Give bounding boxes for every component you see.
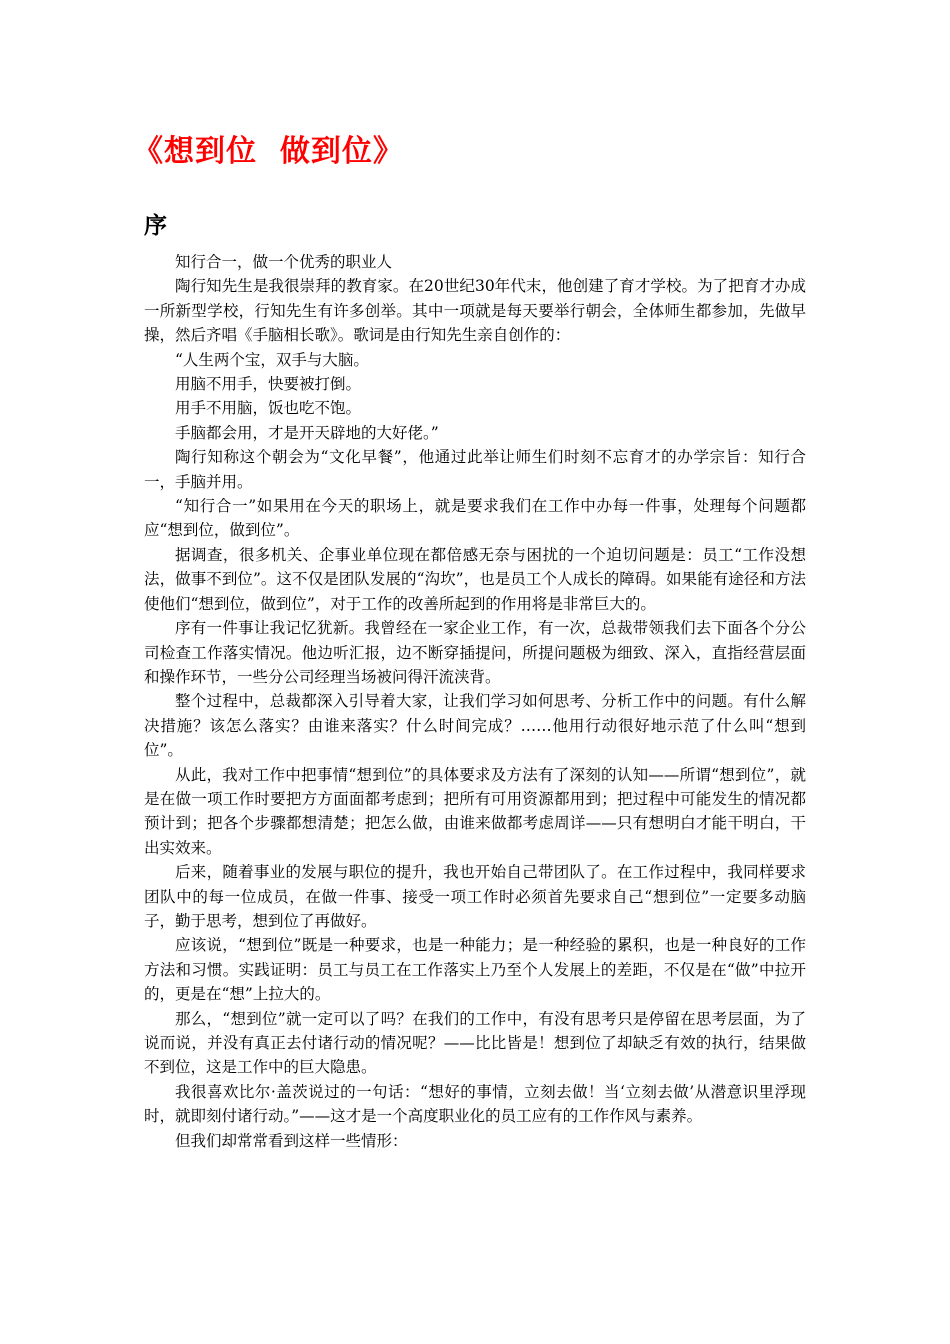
paragraph: 知行合一，做一个优秀的职业人: [175, 253, 393, 271]
paragraph: 从此，我对工作中把事情“想到位”的具体要求及方法有了深刻的认知——所谓“想到位”，就是在做一项工作时要把方方面面都考虑到；把所有可用资源都用到；把过程中可能发生的情况都预计到；把各个步骤都想清楚；把怎么做，由谁来做都考虑周详——只有想明白才能干明白，干出实效来。: [144, 765, 806, 857]
poem-line: 用脑不用手，快要被打倒。: [175, 375, 362, 394]
paragraph: 我很喜欢比尔·盖茨说过的一句话：“想好的事情，立刻去做！当‘立刻去做’从潜意识里浮现时，就即刻付诸行动。”——这才是一个高度职业化的员工应有的工作作风与素养。: [144, 1082, 806, 1126]
paragraph: 据调查，很多机关、企事业单位现在都倍感无奈与困扰的一个迫切问题是：员工“工作没想法，做事不到位”。这不仅是团队发展的“沟坎”，也是员工个人成长的障碍。如果能有途径和方法使他们“想到位，做到位”，对于工作的改善所起到的作用将是非常巨大的。: [144, 545, 806, 613]
body-text: [144, 250, 806, 1153]
paragraph: 应该说，“想到位”既是一种要求，也是一种能力；是一种经验的累积，也是一种良好的工作方法和习惯。实践证明：员工与员工在工作落实上乃至个人发展上的差距，不仅是在“做”中拉开的，更是在“想”上拉大的。: [144, 936, 806, 1004]
poem-line: 用手不用脑，饭也吃不饱。: [175, 399, 362, 418]
paragraph: 陶行知先生是我很崇拜的教育家。在20世纪30年代末，他创建了育才学校。为了把育才办成一所新型学校，行知先生有许多创举。其中一项就是每天要举行朝会，全体师生都参加，先做早操，然后齐唱《手脑相长歌》。歌词是由行知先生亲自创作的：: [144, 277, 806, 345]
paragraph: 陶行知称这个朝会为“文化早餐”，他通过此举让师生们时刻不忘育才的办学宗旨：知行合一，手脑并用。: [144, 448, 806, 491]
document-title: 《想到位 做到位》: [133, 134, 404, 169]
poem-line: “人生两个宝，双手与大脑。: [175, 350, 369, 369]
poem-line: 手脑都会用，才是开天辟地的大好佬。”: [175, 423, 439, 442]
paragraph: “知行合一”如果用在今天的职场上，就是要求我们在工作中办每一件事，处理每个问题都应“想到位，做到位”。: [144, 497, 806, 540]
paragraph: 序有一件事让我记忆犹新。我曾经在一家企业工作，有一次，总裁带领我们去下面各个分公司检查工作落实情况。他边听汇报，边不断穿插提问，所提问题极为细致、深入，直指经营层面和操作环节，一些分公司经理当场被问得汗流浃背。: [144, 619, 806, 686]
paragraph: 整个过程中，总裁都深入引导着大家，让我们学习如何思考、分析工作中的问题。有什么解决措施？该怎么落实？由谁来落实？什么时间完成？……他用行动很好地示范了什么叫“想到位”。: [144, 692, 806, 760]
paragraph: 那么，“想到位”就一定可以了吗？在我们的工作中，有没有思考只是停留在思考层面，为了说而说，并没有真正去付诸行动的情况呢？——比比皆是！想到位了却缺乏有效的执行，结果做不到位，这是工作中的巨大隐患。: [144, 1009, 806, 1077]
paragraph: 但我们却常常看到这样一些情形：: [175, 1131, 408, 1150]
section-heading: 序: [144, 213, 167, 239]
paragraph: 后来，随着事业的发展与职位的提升，我也开始自己带团队了。在工作过程中，我同样要求团队中的每一位成员，在做一件事、接受一项工作时必须首先要求自己“想到位”一定要多动脑子，勤于思考，想到位了再做好。: [144, 863, 806, 930]
